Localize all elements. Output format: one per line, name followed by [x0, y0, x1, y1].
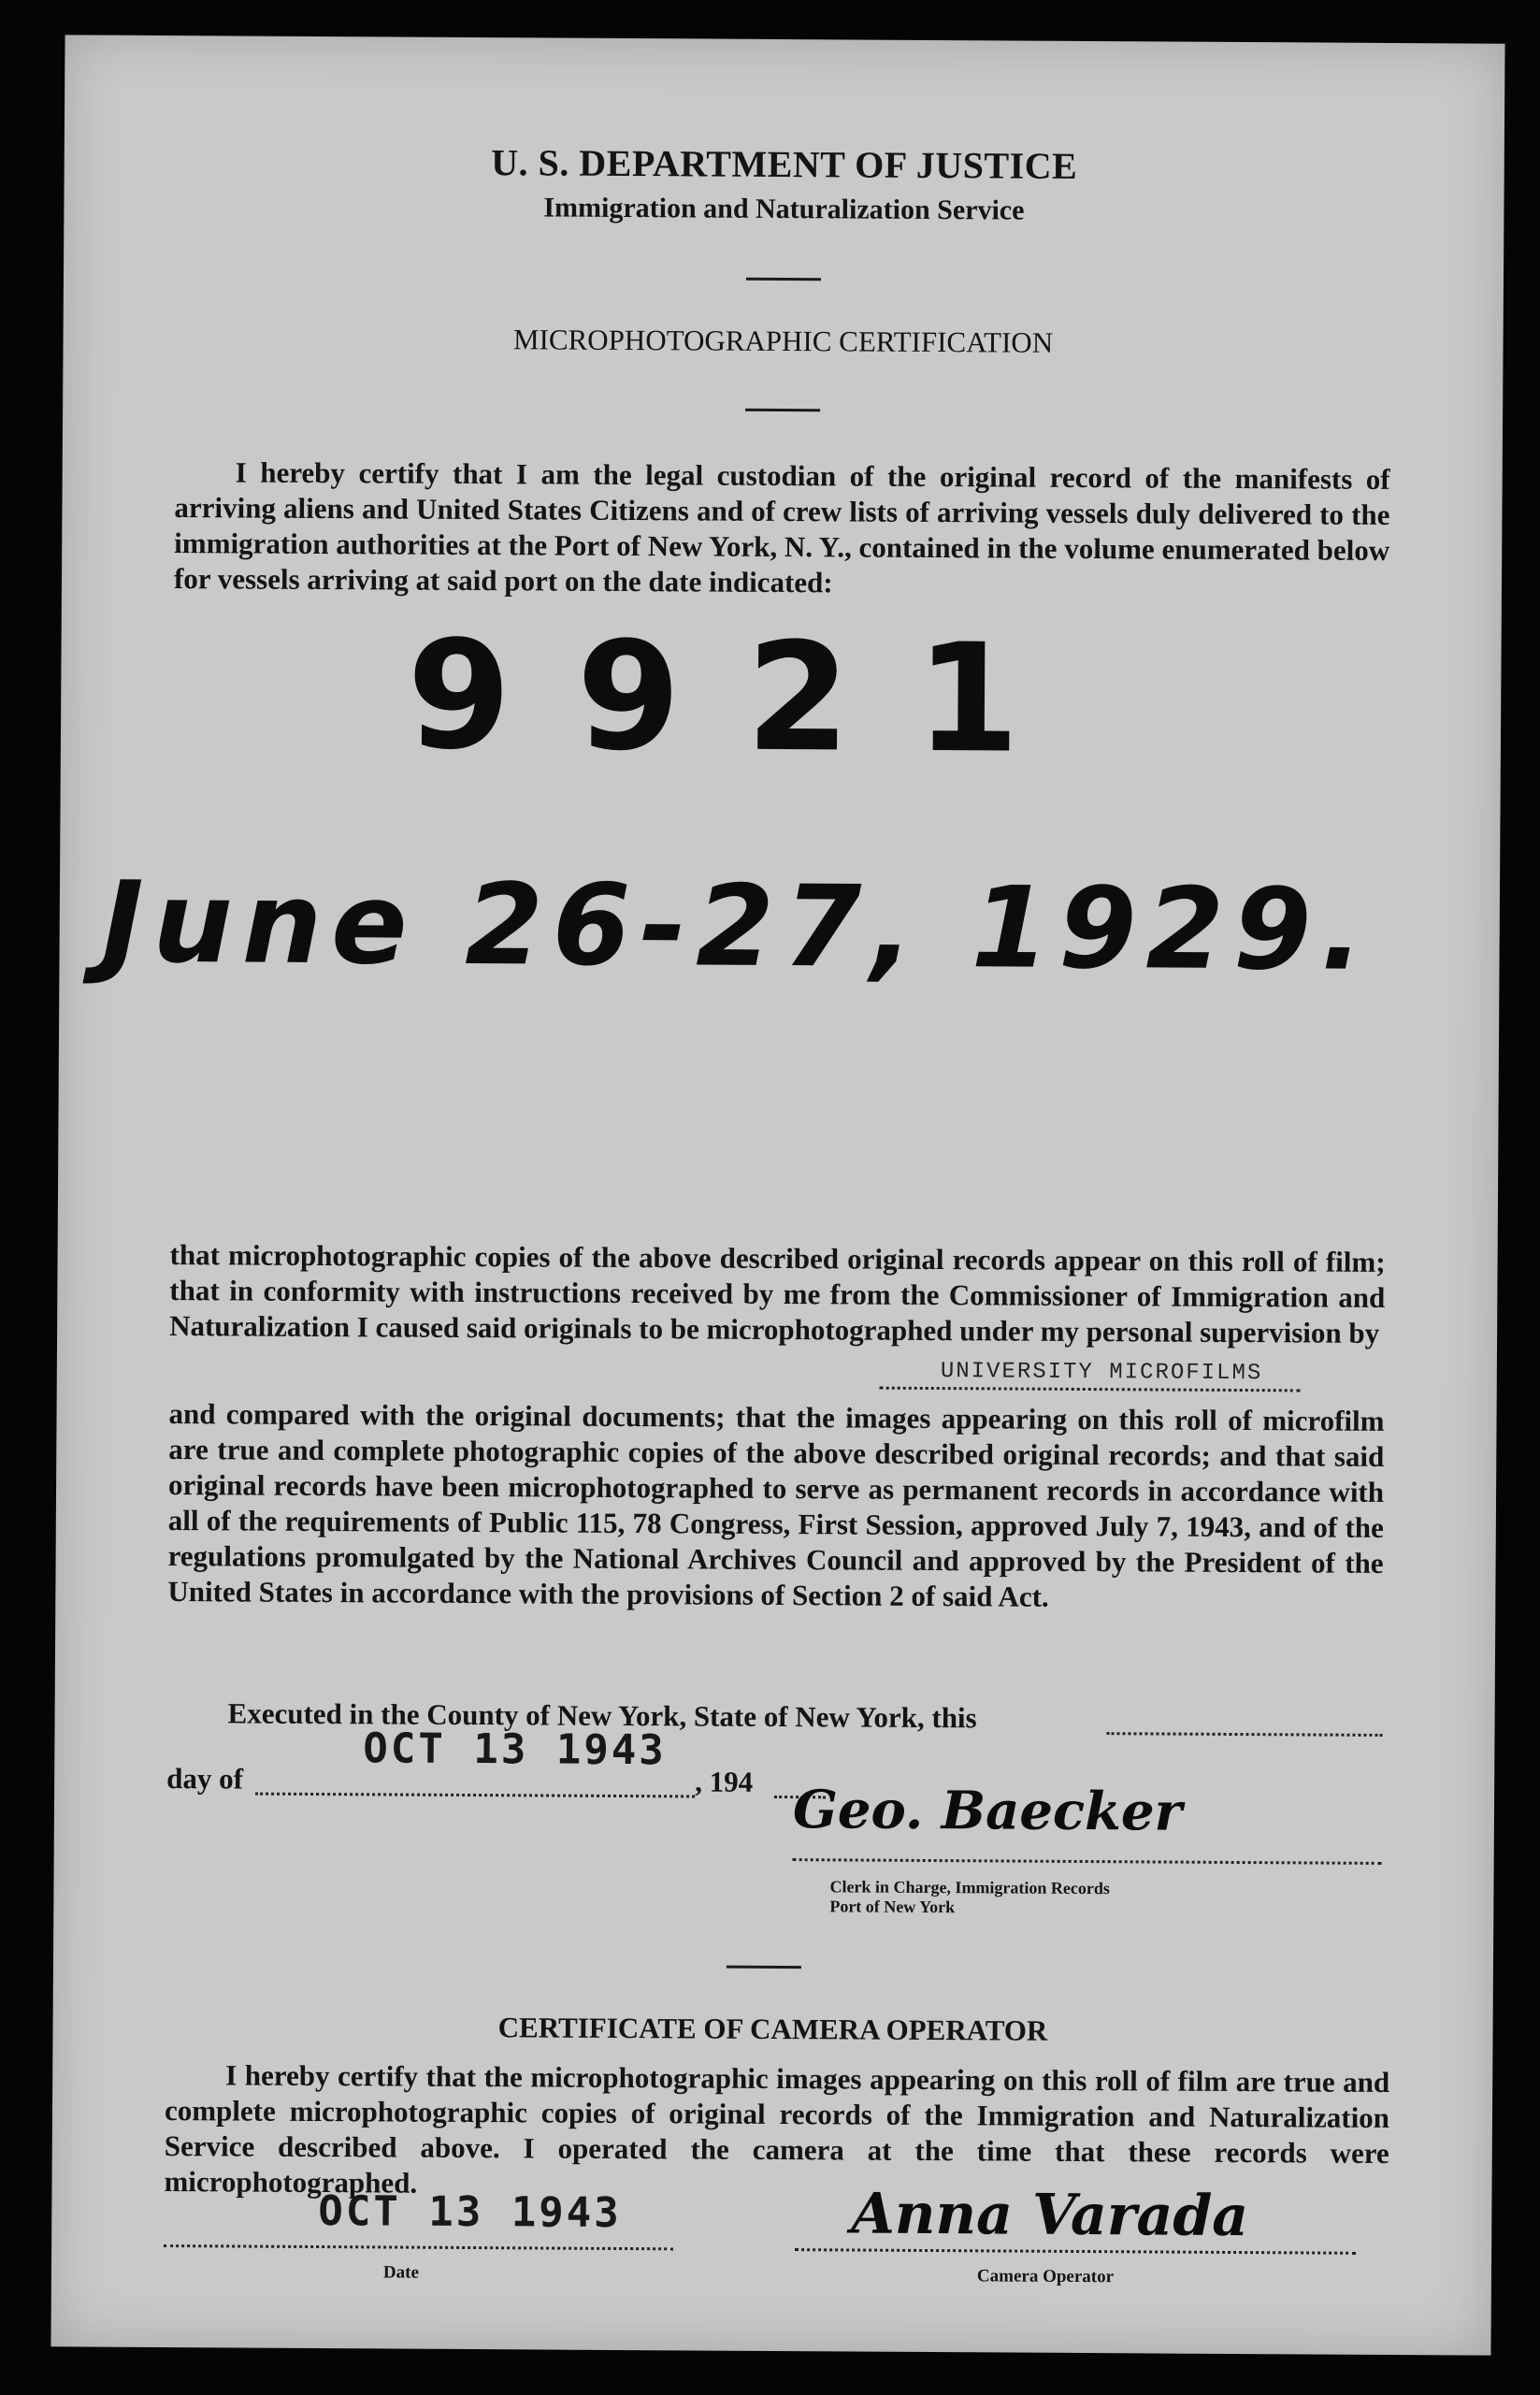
date-label: Date: [382, 2262, 420, 2283]
clerk-title: [829, 1877, 1110, 1918]
certification-title: MICROPHOTOGRAPHIC CERTIFICATION: [512, 323, 1054, 359]
date-line: [164, 2244, 673, 2250]
microfilm-company-line: [880, 1387, 1301, 1392]
service-subheading: Immigration and Naturalization Service: [543, 192, 1025, 226]
clerk-title-line-1: Clerk in Charge, Immigration Records: [829, 1877, 1111, 1898]
operator-signature-line: [795, 2248, 1356, 2255]
certification-body-2: and compared with the original documents; that the images appearing on this roll of microfilm are true and complete photographic copies of the above described original records; and that said original records have been microphotographed to serve as permanent records in accordance with all of the requirements of Public 115, 78 Congress, First Session, approved July 7, 1943, and of the regulations promulgated by the National Archives Council and approved by the President of the United States in accordance with the provisions of Section 2 of said Act.: [167, 1397, 1385, 1613]
clerk-title-line-2: Port of New York: [829, 1897, 956, 1917]
clerk-signature-line: [793, 1858, 1382, 1865]
year-prefix: , 194: [695, 1765, 754, 1798]
divider: [745, 409, 820, 411]
camera-operator-title: CERTIFICATE OF CAMERA OPERATOR: [497, 2011, 1048, 2047]
date-range-handwritten: June 26-27, 1929.: [101, 858, 1374, 996]
certificate-page: [50, 35, 1504, 2355]
camera-operator-text: I hereby certify that the microphotographic images appearing on this roll of film are true and complete microphotographic copies of original records of the Immigration and Naturalization Service described above. I operated the camera at the time that these records were microphotographed.: [164, 2058, 1390, 2200]
certification-body-1: that microphotographic copies of the above described original records appear on this roll of film; that in conformity with instructions received by me from the Commissioner of Immigration and Naturalization I caused said originals to be microphotographed under my personal supervision by: [169, 1238, 1386, 1349]
clerk-signature: Geo. Baecker: [792, 1779, 1183, 1843]
divider: [727, 1966, 801, 1969]
operator-label: Camera Operator: [976, 2266, 1115, 2287]
day-of-line: [255, 1793, 695, 1798]
execution-date-stamp: OCT 13 1943: [363, 1724, 667, 1775]
executed-line: Executed in the County of New York, State of New York, this: [227, 1696, 977, 1735]
volume-number-handwritten: 9921: [406, 607, 1087, 786]
microfilm-company-typed: UNIVERSITY MICROFILMS: [940, 1359, 1263, 1387]
executed-day-line: [1106, 1732, 1382, 1737]
day-of-label: day of: [166, 1762, 244, 1796]
certification-intro: I hereby certify that I am the legal custodian of the original record of the manifests of arriving aliens and United States Citizens and of crew lists of arriving vessels duly delivered to the immigration authorities at the Port of New York, N. Y., contained in the volume enumerated below for vessels arriving at said port on the date indicated:: [173, 455, 1390, 599]
department-heading: U. S. DEPARTMENT OF JUSTICE: [491, 141, 1078, 187]
divider: [746, 278, 821, 281]
operator-signature: Anna Varada: [851, 2181, 1249, 2250]
camera-date-stamp: OCT 13 1943: [318, 2187, 622, 2237]
